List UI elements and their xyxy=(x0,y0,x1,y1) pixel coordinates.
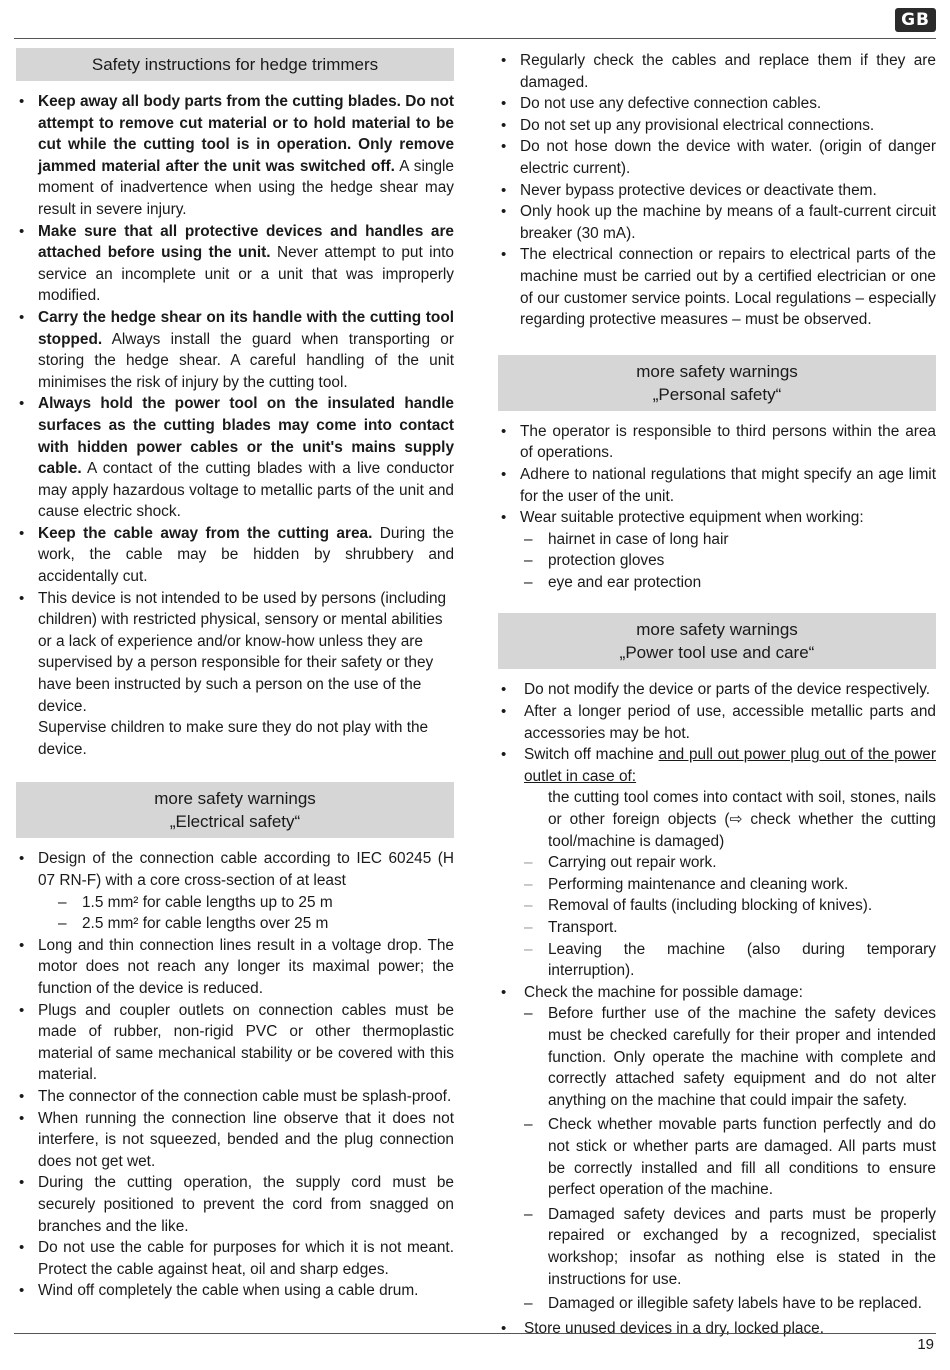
section-header-electrical-safety: more safety warnings „Electrical safety“ xyxy=(16,782,454,838)
list-item: • During the cutting operation, the supply cord must be securely positioned to prevent the cord from snagged on branches and the like. xyxy=(16,1172,454,1237)
switch-off-cases-list xyxy=(524,852,936,982)
list-item: • Regularly check the cables and replace them if they are damaged. xyxy=(498,50,936,93)
list-item: • Long and thin connection lines result in a voltage drop. The motor does not reach any longer its maximal power; the function of the device is reduced. xyxy=(16,935,454,1000)
bottom-divider xyxy=(14,1333,936,1334)
list-item: • Do not use any defective connection cables. xyxy=(498,93,936,115)
power-tool-list xyxy=(498,679,936,1339)
section-header-hedge-trimmers: Safety instructions for hedge trimmers xyxy=(16,48,454,81)
list-item: • Do not set up any provisional electrical connections. xyxy=(498,115,936,137)
list-item: • Keep away all body parts from the cutting blades. Do not attempt to remove cut material or to hold material to be cut while the cutting tool is in operation. Only remove jammed material after the unit was switched off. A single moment of inadvertence when using the hedge shear may result in severe injury. xyxy=(16,91,454,221)
section-header-power-tool-care: more safety warnings „Power tool use and care“ xyxy=(498,613,936,669)
arrow-right-icon: ⇨ xyxy=(729,811,743,829)
list-item: – Removal of faults (including blocking of knives). xyxy=(524,895,936,917)
cable-size-list xyxy=(38,892,454,935)
list-item: • Do not modify the device or parts of the device respectively. xyxy=(498,679,936,701)
list-item: • Only hook up the machine by means of a fault-current circuit breaker (30 mA). xyxy=(498,201,936,244)
list-item: – protection gloves xyxy=(524,550,936,572)
list-item: • Make sure that all protective devices and handles are attached before using the unit. Never attempt to put into service an incomplete unit or a unit that was improperly modified. xyxy=(16,221,454,307)
electrical-safety-list-continued xyxy=(498,50,936,331)
list-item: – Before further use of the machine the safety devices must be checked carefully for their proper and intended function. Only operate the machine with complete and correctly attached safety equipment and do not alter anything on the machine that could impair the safety. xyxy=(524,1003,936,1111)
list-item: • Do not hose down the device with water. (origin of danger electric current). xyxy=(498,136,936,179)
list-item: • Plugs and coupler outlets on connection cables must be made of rubber, non-rigid PVC or other thermoplastic material of same mechanical stability or be covered with this material. xyxy=(16,1000,454,1086)
right-column xyxy=(498,50,936,1339)
list-item: • The electrical connection or repairs to electrical parts of the machine must be carried out by a certified electrician or one of our customer service points. Local regulations – especially regarding protective measures – must be observed. xyxy=(498,244,936,330)
list-item: – Damaged safety devices and parts must be properly repaired or exchanged by a recognized, specialist workshop; insofar as nothing else is stated in the instructions for use. xyxy=(524,1204,936,1290)
personal-safety-list xyxy=(498,421,936,594)
list-item: – Damaged or illegible safety labels have to be replaced. xyxy=(524,1293,936,1315)
list-item: • After a longer period of use, accessible metallic parts and accessories may be hot. xyxy=(498,701,936,744)
list-item: • This device is not intended to be used by persons (including children) with restricted physical, sensory or mental abilities or a lack of experience and/or know-how unless they are supervised by a person responsible for their safety or they have been instructed by such a person on the use of the device. Supervise children to make sure they do not play with the device. xyxy=(16,588,454,761)
list-item: • Wind off completely the cable when using a cable drum. xyxy=(16,1280,454,1302)
list-item: – Carrying out repair work. xyxy=(524,852,936,874)
list-item: • Design of the connection cable according to IEC 60245 (H 07 RN-F) with a core cross-section of at least – 1.5 mm² for cable lengths up to 25 m – 2.5 mm² for cable lengths over 25 m xyxy=(16,848,454,934)
hedge-safety-list xyxy=(16,91,454,760)
section-header-personal-safety: more safety warnings „Personal safety“ xyxy=(498,355,936,411)
top-divider xyxy=(14,38,936,39)
list-item: – 1.5 mm² for cable lengths up to 25 m xyxy=(58,892,454,914)
list-item: • Carry the hedge shear on its handle with the cutting tool stopped. Always install the guard when transporting or storing the hedge shear. A careful handling of the unit minimises the risk of injury by the cutting tool. xyxy=(16,307,454,393)
list-item: – Leaving the machine (also during temporary interruption). xyxy=(524,939,936,982)
switch-off-case: the cutting tool comes into contact with soil, stones, nails or other foreign objects (⇨ check whether the cutting tool/machine is damaged) xyxy=(548,789,936,850)
list-item: • Wear suitable protective equipment when working: – hairnet in case of long hair – protection gloves – eye and ear protection xyxy=(498,507,936,593)
left-column xyxy=(16,48,454,1302)
language-badge: GB xyxy=(895,8,936,32)
electrical-safety-list xyxy=(16,848,454,1301)
list-item: – Performing maintenance and cleaning work. xyxy=(524,874,936,896)
list-item: – 2.5 mm² for cable lengths over 25 m xyxy=(58,913,454,935)
list-item: • Do not use the cable for purposes for which it is not meant. Protect the cable against heat, oil and sharp edges. xyxy=(16,1237,454,1280)
list-item: • Check the machine for possible damage: – Before further use of the machine the safety devices must be checked carefully for their proper and intended function. Only operate the machine with complete and correctly attached safety equipment and do not alter anything on the machine that could impair the safety. – Check whether movable parts function perfectly and do not stick or whether parts are damaged. All parts must be correctly installed and fill all conditions to ensure perfect operation of the machine. – Damaged safety devices and parts must be properly repaired or exchanged by a recognized, specialist workshop; insofar as nothing else is stated in the instructions for use. – Damaged or illegible safety labels have to be replaced. xyxy=(498,982,936,1315)
list-item: – eye and ear protection xyxy=(524,572,936,594)
list-item: • Switch off machine and pull out power plug out of the power outlet in case of: the cutting tool comes into contact with soil, stones, nails or other foreign objects (⇨ check whether the cutting tool/machine is damaged) – Carrying out repair work. – Performing maintenance and cleaning work. – Removal of faults (including blocking of knives). – Transport. – Leaving the machine (also during temporary interruption). xyxy=(498,744,936,982)
list-item: • Adhere to national regulations that might specify an age limit for the user of the unit. xyxy=(498,464,936,507)
list-item: • The operator is responsible to third persons within the area of operations. xyxy=(498,421,936,464)
list-item: • Keep the cable away from the cutting area. During the work, the cable may be hidden by shrubbery and accidentally cut. xyxy=(16,523,454,588)
list-item: • Always hold the power tool on the insulated handle surfaces as the cutting blades may come into contact with hidden power cables or the unit's mains supply cable. A contact of the cutting blades with a live conductor may apply hazardous voltage to metallic parts of the unit and cause electric shock. xyxy=(16,393,454,523)
list-item: • Never bypass protective devices or deactivate them. xyxy=(498,180,936,202)
list-item: – hairnet in case of long hair xyxy=(524,529,936,551)
list-item: • Store unused devices in a dry, locked place. xyxy=(498,1318,936,1340)
page-number: 19 xyxy=(917,1336,934,1353)
list-item: – Check whether movable parts function perfectly and do not stick or whether parts are damaged. All parts must be correctly installed and fill all conditions to ensure perfect operation of the machine. xyxy=(524,1114,936,1200)
list-item: • The connector of the connection cable must be splash-proof. xyxy=(16,1086,454,1108)
list-item: • When running the connection line observe that it does not interfere, is not squeezed, bended and the plug connection does not get wet. xyxy=(16,1108,454,1173)
damage-check-list xyxy=(524,1003,936,1314)
list-item: – Transport. xyxy=(524,917,936,939)
equipment-list xyxy=(520,529,936,594)
